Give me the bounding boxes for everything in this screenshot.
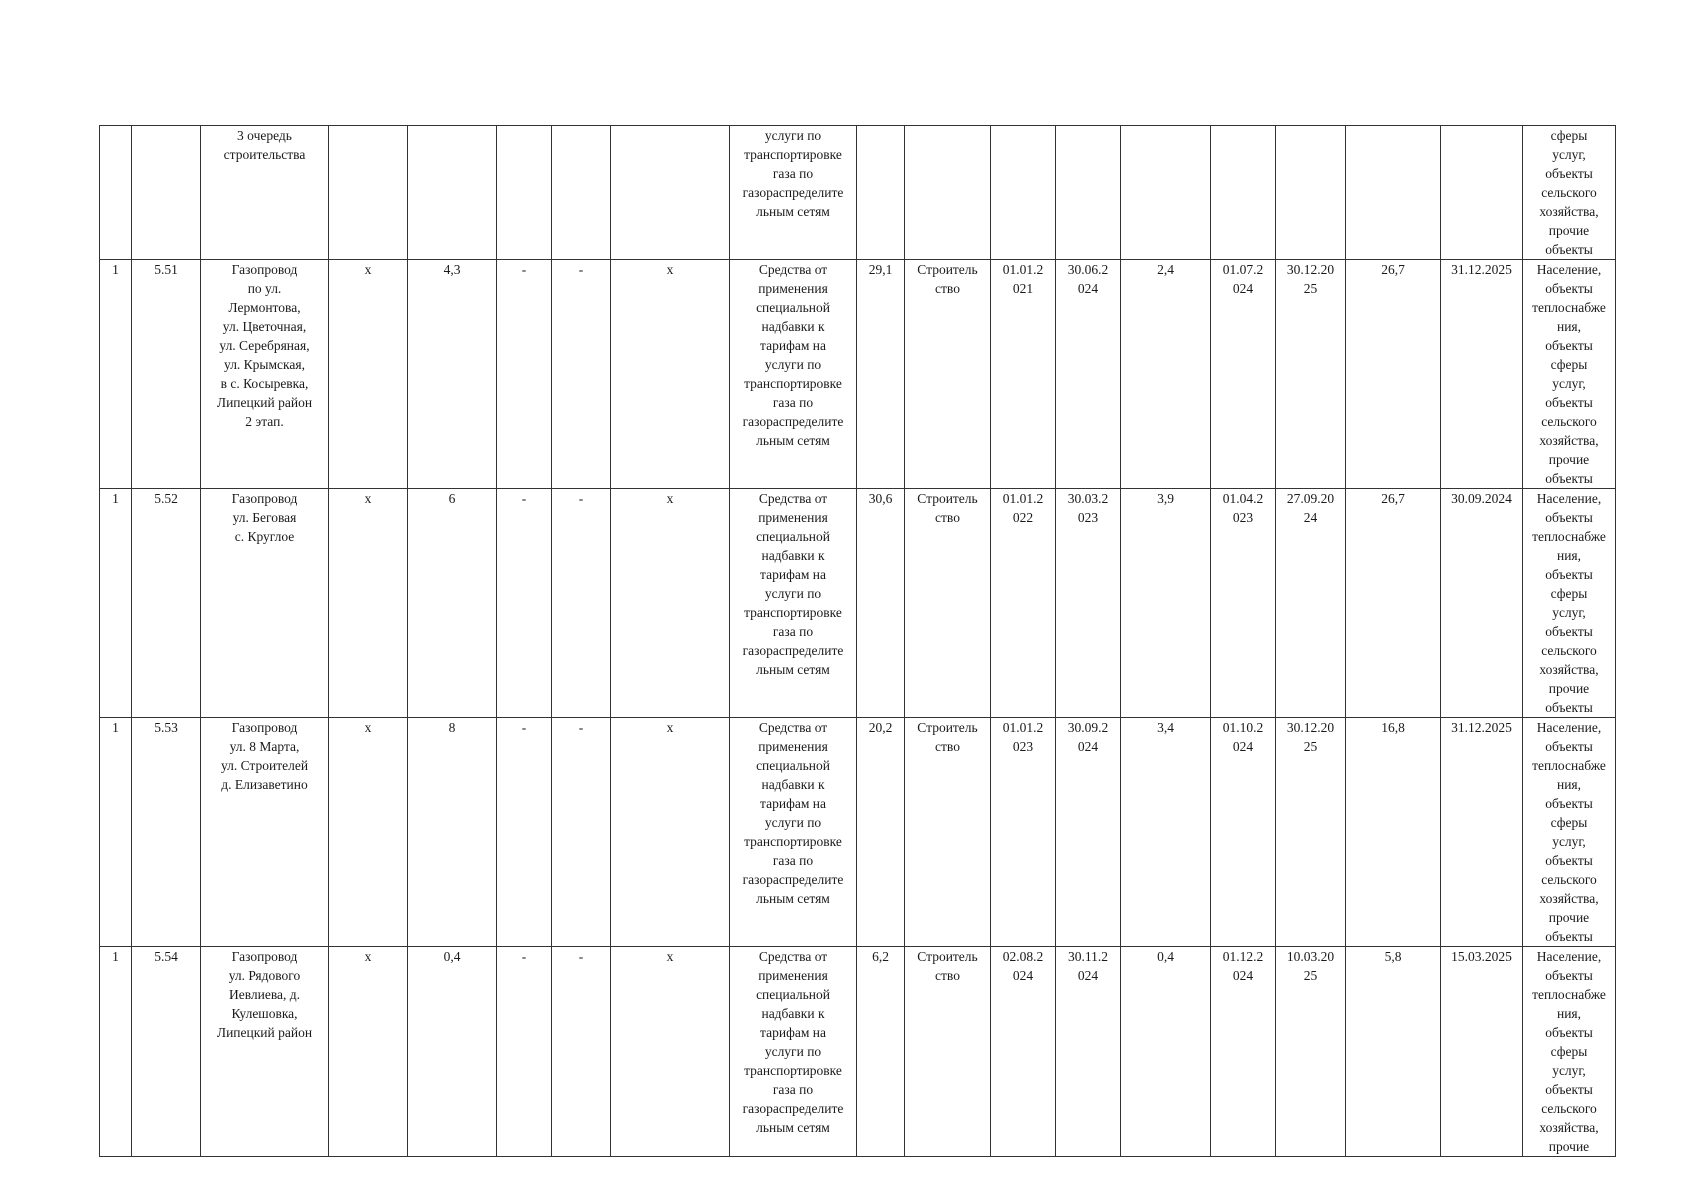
- build-end-date: 30.12.20 25: [1276, 260, 1346, 489]
- document-page: [99, 125, 1615, 1157]
- col-8: x: [611, 489, 730, 718]
- funding-source: Средства от применения специальной надбавки к тарифам на услуги по транспортировке газа по газораспределите льным сетям: [730, 260, 857, 489]
- col-6: -: [497, 489, 552, 718]
- design-start-date: [991, 126, 1056, 260]
- gas-pipeline-table: [99, 125, 1616, 1157]
- build-start-date: 01.07.2 024: [1211, 260, 1276, 489]
- col-4: x: [329, 260, 408, 489]
- col-8: [611, 126, 730, 260]
- work-type: Строитель ство: [905, 260, 991, 489]
- table-row: [100, 260, 1616, 489]
- item-code: [132, 126, 201, 260]
- object-name: Газопровод по ул. Лермонтова, ул. Цветочная, ул. Серебряная, ул. Крымская, в с. Косыревка, Липецкий район 2 этап.: [201, 260, 329, 489]
- build-end-date: 27.09.20 24: [1276, 489, 1346, 718]
- design-cost: 0,4: [1121, 947, 1211, 1157]
- commission-date: 31.12.2025: [1441, 260, 1523, 489]
- item-code: 5.54: [132, 947, 201, 1157]
- col-7: -: [552, 947, 611, 1157]
- commission-date: [1441, 126, 1523, 260]
- object-name: 3 очередь строительства: [201, 126, 329, 260]
- col-8: x: [611, 718, 730, 947]
- table-row: [100, 718, 1616, 947]
- table-row: [100, 489, 1616, 718]
- col-7: -: [552, 260, 611, 489]
- length-value: 8: [408, 718, 497, 947]
- item-code: 5.51: [132, 260, 201, 489]
- total-cost: 29,1: [857, 260, 905, 489]
- work-type: Строитель ство: [905, 718, 991, 947]
- work-type: Строитель ство: [905, 947, 991, 1157]
- design-end-date: [1056, 126, 1121, 260]
- build-cost: 26,7: [1346, 489, 1441, 718]
- total-cost: 30,6: [857, 489, 905, 718]
- design-end-date: 30.06.2 024: [1056, 260, 1121, 489]
- design-cost: 2,4: [1121, 260, 1211, 489]
- col-7: [552, 126, 611, 260]
- build-cost: [1346, 126, 1441, 260]
- col-6: -: [497, 718, 552, 947]
- funding-source: Средства от применения специальной надбавки к тарифам на услуги по транспортировке газа по газораспределите льным сетям: [730, 947, 857, 1157]
- col-8: x: [611, 260, 730, 489]
- row-number: 1: [100, 718, 132, 947]
- build-start-date: 01.10.2 024: [1211, 718, 1276, 947]
- commission-date: 30.09.2024: [1441, 489, 1523, 718]
- table-row: [100, 947, 1616, 1157]
- total-cost: 6,2: [857, 947, 905, 1157]
- length-value: 6: [408, 489, 497, 718]
- item-code: 5.52: [132, 489, 201, 718]
- design-cost: 3,4: [1121, 718, 1211, 947]
- row-number: 1: [100, 260, 132, 489]
- row-number: [100, 126, 132, 260]
- col-7: -: [552, 718, 611, 947]
- design-end-date: 30.03.2 023: [1056, 489, 1121, 718]
- total-cost: 20,2: [857, 718, 905, 947]
- funding-source: услуги по транспортировке газа по газораспределите льным сетям: [730, 126, 857, 260]
- design-start-date: 02.08.2 024: [991, 947, 1056, 1157]
- build-end-date: [1276, 126, 1346, 260]
- col-7: -: [552, 489, 611, 718]
- total-cost: [857, 126, 905, 260]
- work-type: Строитель ство: [905, 489, 991, 718]
- design-end-date: 30.09.2 024: [1056, 718, 1121, 947]
- funding-source: Средства от применения специальной надбавки к тарифам на услуги по транспортировке газа по газораспределите льным сетям: [730, 718, 857, 947]
- build-cost: 5,8: [1346, 947, 1441, 1157]
- design-end-date: 30.11.2 024: [1056, 947, 1121, 1157]
- design-start-date: 01.01.2 022: [991, 489, 1056, 718]
- build-start-date: 01.12.2 024: [1211, 947, 1276, 1157]
- design-start-date: 01.01.2 021: [991, 260, 1056, 489]
- object-name: Газопровод ул. Рядового Иевлиева, д. Кулешовка, Липецкий район: [201, 947, 329, 1157]
- row-number: 1: [100, 489, 132, 718]
- object-name: Газопровод ул. Беговая с. Круглое: [201, 489, 329, 718]
- length-value: 0,4: [408, 947, 497, 1157]
- object-name: Газопровод ул. 8 Марта, ул. Строителей д. Елизаветино: [201, 718, 329, 947]
- col-6: [497, 126, 552, 260]
- build-end-date: 30.12.20 25: [1276, 718, 1346, 947]
- build-start-date: [1211, 126, 1276, 260]
- row-number: 1: [100, 947, 132, 1157]
- col-4: x: [329, 489, 408, 718]
- design-cost: [1121, 126, 1211, 260]
- design-cost: 3,9: [1121, 489, 1211, 718]
- design-start-date: 01.01.2 023: [991, 718, 1056, 947]
- consumers: Население, объекты теплоснабже ния, объекты сферы услуг, объекты сельского хозяйства, прочие объекты: [1523, 489, 1616, 718]
- col-4: [329, 126, 408, 260]
- length-value: 4,3: [408, 260, 497, 489]
- commission-date: 31.12.2025: [1441, 718, 1523, 947]
- col-6: -: [497, 260, 552, 489]
- commission-date: 15.03.2025: [1441, 947, 1523, 1157]
- consumers: Население, объекты теплоснабже ния, объекты сферы услуг, объекты сельского хозяйства, прочие: [1523, 947, 1616, 1157]
- build-end-date: 10.03.20 25: [1276, 947, 1346, 1157]
- consumers: Население, объекты теплоснабже ния, объекты сферы услуг, объекты сельского хозяйства, прочие объекты: [1523, 260, 1616, 489]
- col-4: x: [329, 947, 408, 1157]
- build-cost: 26,7: [1346, 260, 1441, 489]
- col-4: x: [329, 718, 408, 947]
- build-start-date: 01.04.2 023: [1211, 489, 1276, 718]
- table-row: [100, 126, 1616, 260]
- consumers: Население, объекты теплоснабже ния, объекты сферы услуг, объекты сельского хозяйства, прочие объекты: [1523, 718, 1616, 947]
- consumers: сферы услуг, объекты сельского хозяйства, прочие объекты: [1523, 126, 1616, 260]
- col-8: x: [611, 947, 730, 1157]
- funding-source: Средства от применения специальной надбавки к тарифам на услуги по транспортировке газа по газораспределите льным сетям: [730, 489, 857, 718]
- col-6: -: [497, 947, 552, 1157]
- work-type: [905, 126, 991, 260]
- item-code: 5.53: [132, 718, 201, 947]
- length-value: [408, 126, 497, 260]
- build-cost: 16,8: [1346, 718, 1441, 947]
